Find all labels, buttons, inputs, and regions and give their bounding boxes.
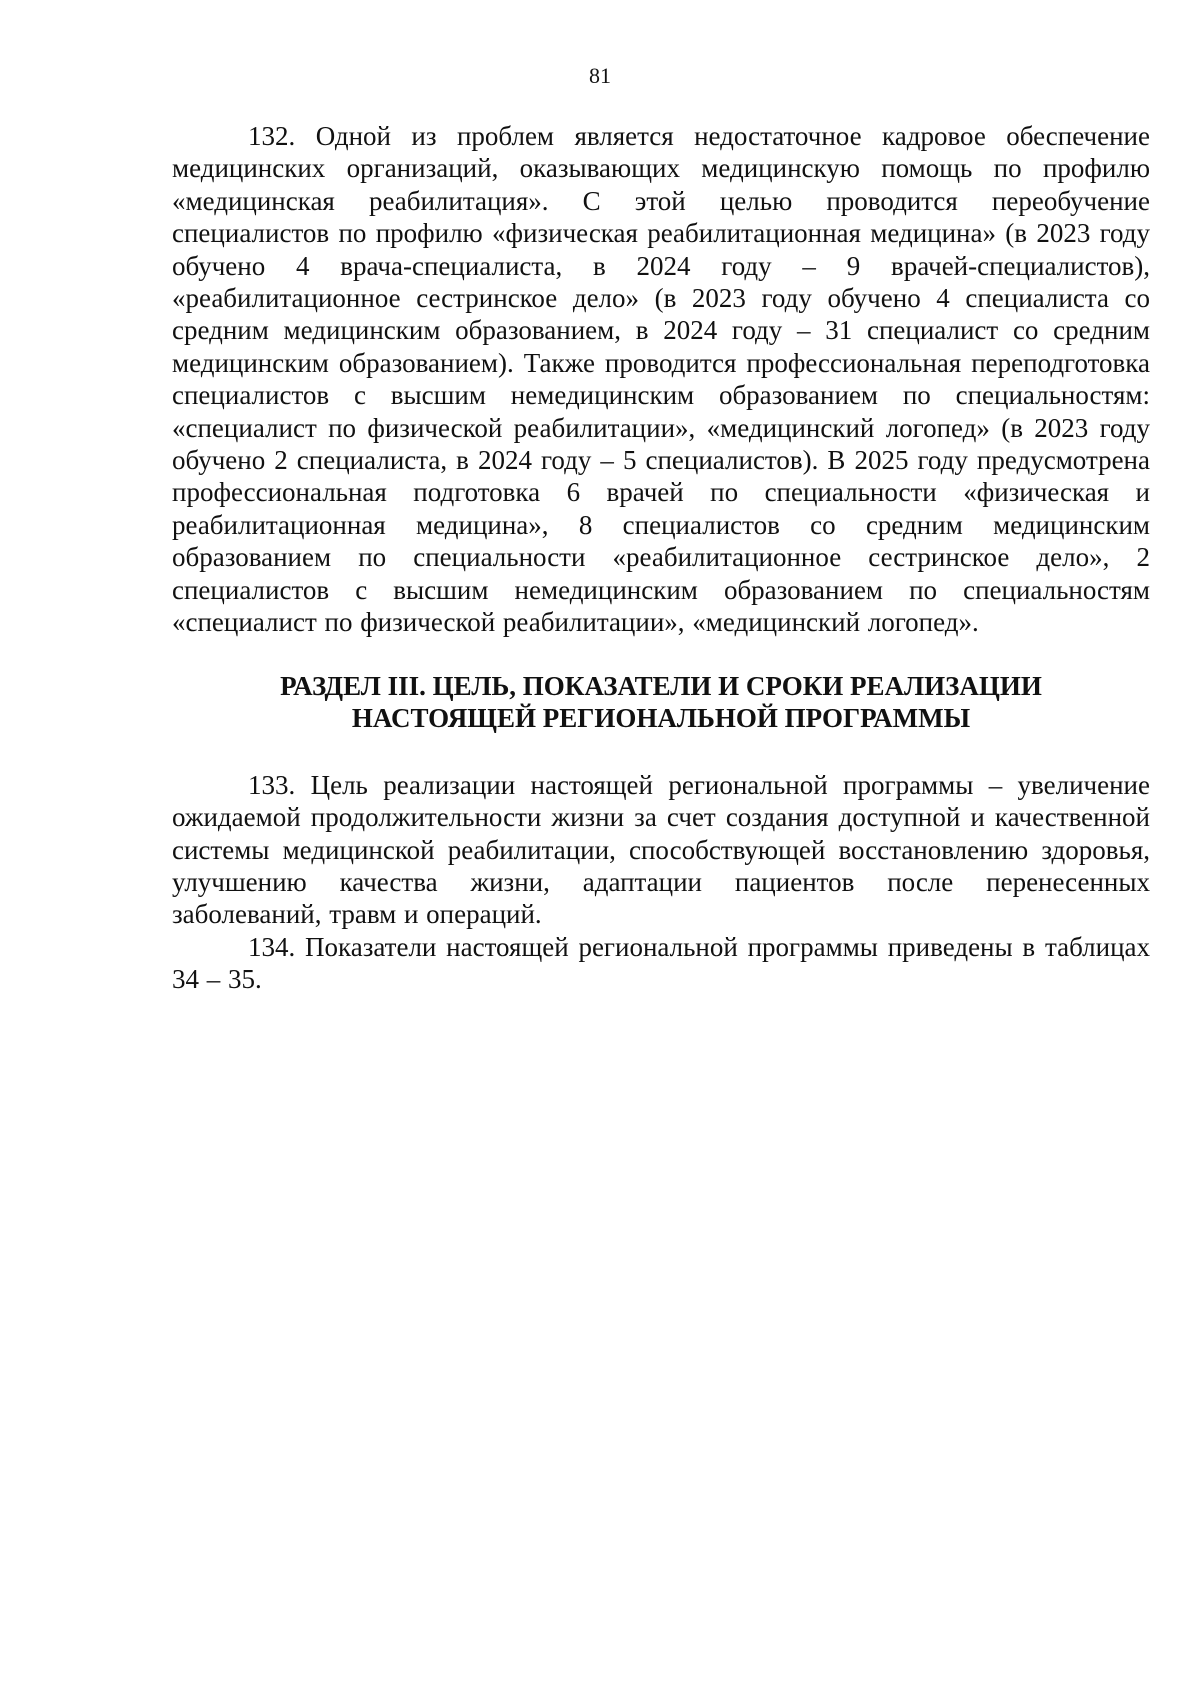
paragraph-134: 134. Показатели настоящей региональной программы приведены в таблицах 34 – 35.	[172, 931, 1150, 995]
paragraph-132: 132. Одной из проблем является недостаточное кадровое обеспечение медицинских организаций, оказывающих медицинскую помощь по профилю «медицинская реабилитация». С этой целью проводится переобучение специалистов по профилю «физическая реабилитационная медицина» (в 2023 году обучено 4 врача-специалиста, в 2024 году – 9 врачей-специалистов), «реабилитационное сестринское дело» (в 2023 году обучено 4 специалиста со средним медицинским образованием, в 2024 году – 31 специалист со средним медицинским образованием). Также проводится профессиональная переподготовка специалистов с высшим немедицинским образованием по специальностям: «специалист по физической реабилитации», «медицинский логопед» (в 2023 году обучено 2 специалиста, в 2024 году – 5 специалистов). В 2025 году предусмотрена профессиональная подготовка 6 врачей по специальности «физическая и реабилитационная медицина», 8 специалистов со средним медицинским образованием по специальности «реабилитационное сестринское дело», 2 специалистов с высшим немедицинским образованием по специальностям «специалист по физической реабилитации», «медицинский логопед».	[172, 121, 1150, 638]
section-heading	[172, 670, 1150, 735]
page-number: 81	[589, 63, 611, 88]
page-content	[172, 120, 1150, 996]
paragraph-133: 133. Цель реализации настоящей региональной программы – увеличение ожидаемой продолжительности жизни за счет создания доступной и качественной системы медицинской реабилитации, способствующей восстановлению здоровья, улучшению качества жизни, адаптации пациентов после перенесенных заболеваний, травм и операций.	[172, 769, 1150, 930]
section-heading-line-2: НАСТОЯЩЕЙ РЕГИОНАЛЬНОЙ ПРОГРАММЫ	[351, 703, 971, 734]
section-heading-line-1: РАЗДЕЛ III. ЦЕЛЬ, ПОКАЗАТЕЛИ И СРОКИ РЕАЛИЗАЦИИ	[280, 670, 1042, 701]
